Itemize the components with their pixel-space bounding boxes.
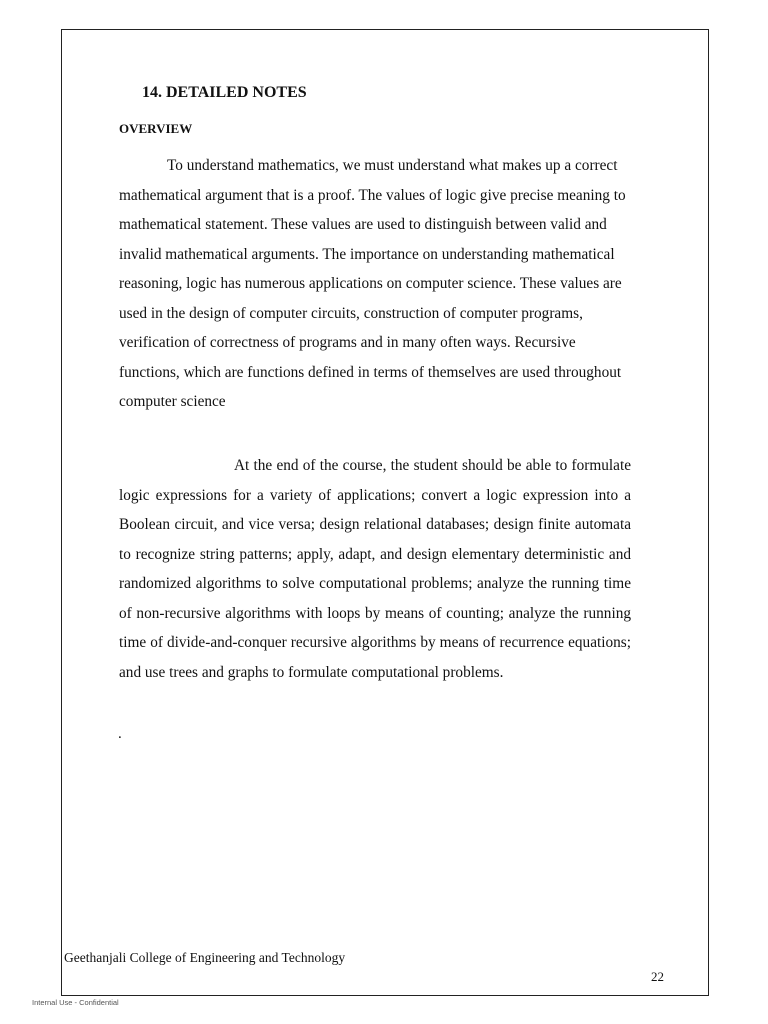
classification-label: Internal Use - Confidential [32, 998, 119, 1007]
section-heading: 14. DETAILED NOTES [142, 84, 307, 101]
overview-paragraph-2: At the end of the course, the student should be able to formulate logic expressions for a variety of applications; convert a logic expression into a Boolean circuit, and vice versa; design relational databases; design finite automata to recognize string patterns; apply, adapt, and design elementary deterministic and randomized algorithms to solve computational problems; analyze the running time of non-recursive algorithms with loops by means of counting; analyze the running time of divide-and-conquer recursive algorithms by means of recurrence equations; and use trees and graphs to formulate computational problems. [119, 457, 631, 681]
footer-college-name: Geethanjali College of Engineering and Technology [64, 950, 346, 965]
page-number: 22 [651, 969, 664, 984]
trailing-period: . [118, 726, 122, 742]
overview-paragraph-1: To understand mathematics, we must understand what makes up a correct mathematical argument that is a proof. The values of logic give precise meaning to mathematical statement. These values are used to distinguish between valid and invalid mathematical arguments. The importance on understanding mathematical reasoning, logic has numerous applications on computer science. These values are used in the design of computer circuits, construction of computer programs, verification of correctness of programs and in many often ways. Recursive functions, which are functions defined in terms of themselves are used throughout computer science [119, 157, 626, 410]
overview-subheading: OVERVIEW [119, 121, 193, 136]
